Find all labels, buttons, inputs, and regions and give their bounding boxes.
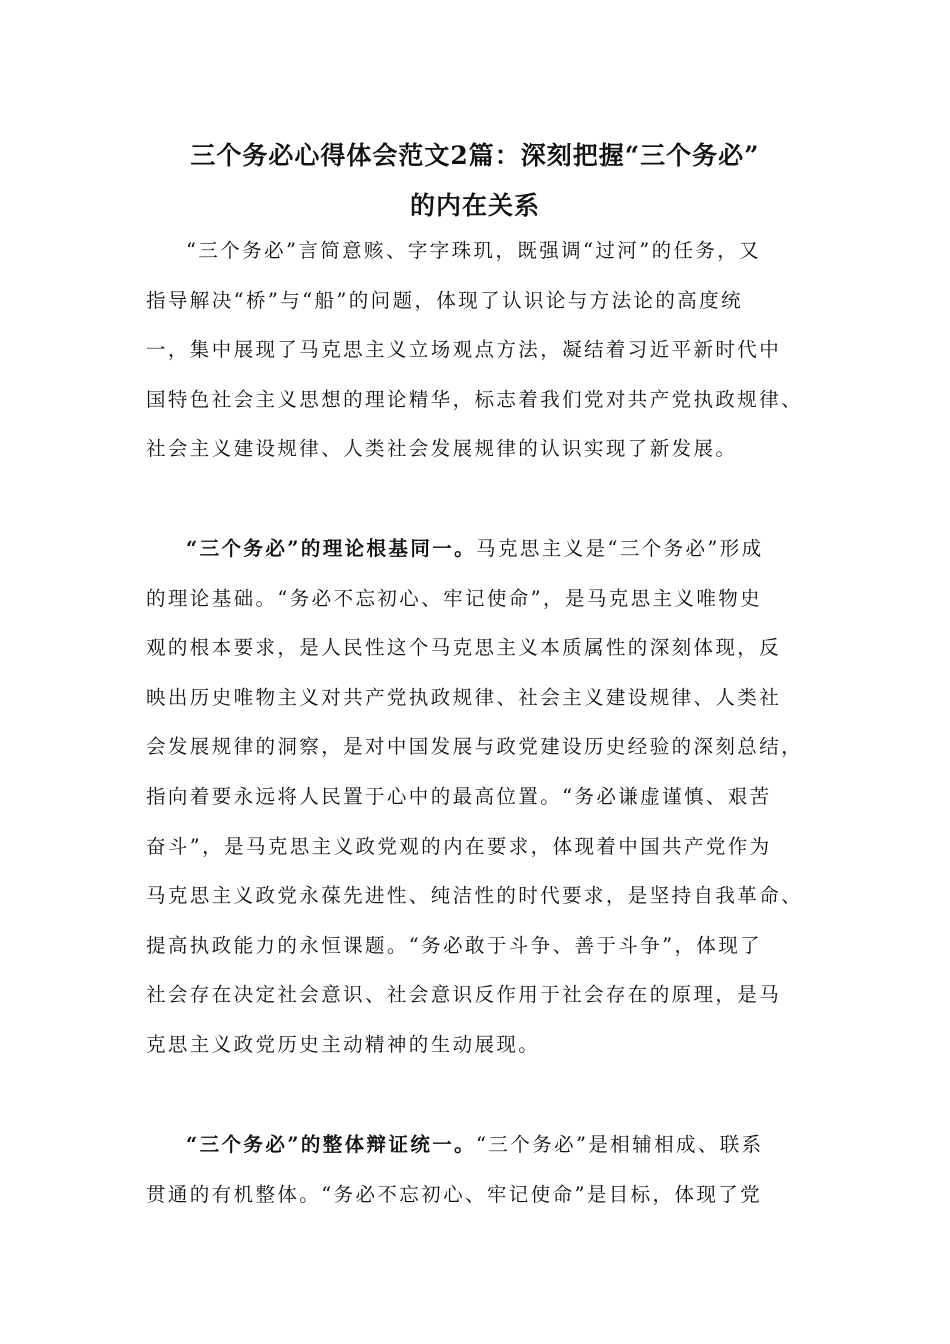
paragraph-line: 观的根本要求，是人民性这个马克思主义本质属性的深刻体现，反 bbox=[146, 636, 782, 660]
paragraph-line: 指向着要永远将人民置于心中的最高位置。“务必谦虚谨慎、艰苦 bbox=[146, 784, 772, 808]
paragraph-lead-heading: “三个务必”的整体辩证统一。 bbox=[186, 1133, 477, 1156]
paragraph-first-line bbox=[146, 524, 836, 574]
paragraph-line: 克思主义政党历史主动精神的生动展现。 bbox=[146, 1032, 541, 1056]
paragraph-first-line-text: “三个务必”是相辅相成、联系 bbox=[476, 1133, 764, 1156]
paragraph-line: 提高执政能力的永恒课题。“务必敢于斗争、善于斗争”，体现了 bbox=[146, 933, 763, 957]
paragraph-first-line bbox=[146, 1120, 836, 1170]
paragraph-line: 国特色社会主义思想的理论精华，标志着我们党对共产党执政规律、 bbox=[146, 387, 804, 411]
paragraph-dialectical-unity bbox=[146, 1120, 836, 1219]
paragraph-line: 的理论基础。“务必不忘初心、牢记使命”，是马克思主义唯物史 bbox=[146, 586, 763, 610]
paragraph-line: 贯通的有机整体。“务必不忘初心、牢记使命”是目标，体现了党 bbox=[146, 1182, 763, 1206]
document-title-line-1: 三个务必心得体会范文2篇：深刻把握“三个务必” bbox=[190, 141, 760, 170]
paragraph-intro bbox=[146, 226, 836, 474]
paragraph-line: 马克思主义政党永葆先进性、纯洁性的时代要求，是坚持自我革命、 bbox=[146, 884, 804, 908]
paragraph-line: 奋斗”，是马克思主义政党观的内在要求，体现着中国共产党作为 bbox=[146, 834, 772, 858]
paragraph-theory-foundation bbox=[146, 524, 836, 1070]
paragraph-line: 映出历史唯物主义对共产党执政规律、社会主义建设规律、人类社 bbox=[146, 685, 782, 709]
paragraph-first-line-text: 马克思主义是“三个务必”形成 bbox=[476, 537, 764, 560]
paragraph-line: 会发展规律的洞察，是对中国发展与政党建设历史经验的深刻总结， bbox=[146, 735, 804, 759]
paragraph-line: 社会主义建设规律、人类社会发展规律的认识实现了新发展。 bbox=[146, 437, 738, 461]
paragraph-lead-heading: “三个务必”的理论根基同一。 bbox=[186, 537, 477, 560]
paragraph-line: 一，集中展现了马克思主义立场观点方法，凝结着习近平新时代中 bbox=[146, 338, 782, 362]
paragraph-line: 社会存在决定社会意识、社会意识反作用于社会存在的原理，是马 bbox=[146, 983, 782, 1007]
paragraph-line: “三个务必”言简意赅、字字珠玑，既强调“过河”的任务，又 bbox=[186, 239, 762, 262]
document-title-line-2: 的内在关系 bbox=[409, 191, 540, 220]
paragraph-line: 指导解决“桥”与“船”的问题，体现了认识论与方法论的高度统 bbox=[146, 288, 743, 312]
